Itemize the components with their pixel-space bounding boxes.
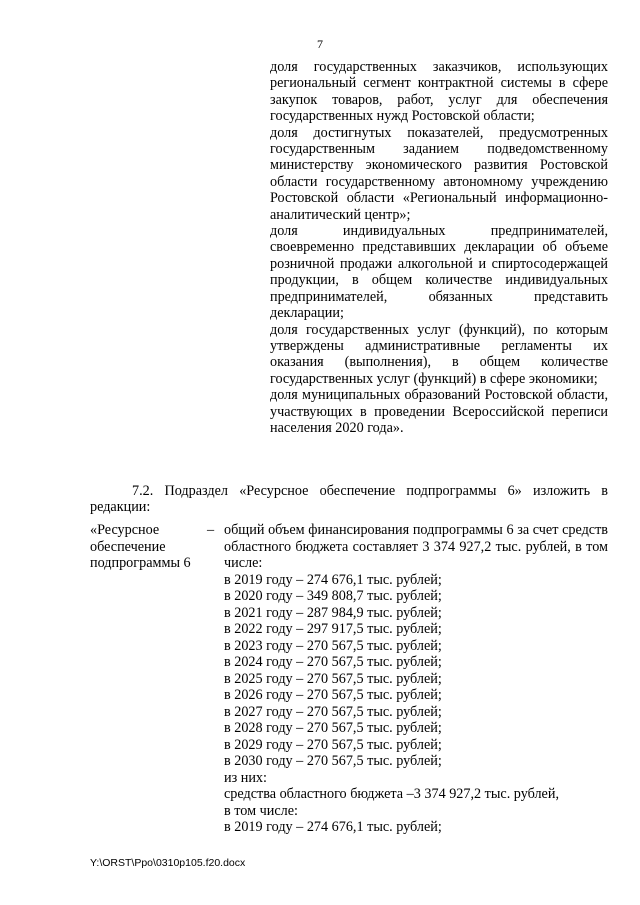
indicator-item: доля индивидуальных предпринимателей, своевременно представивших декларации об объеме розничной продажи алкогольной и спиртосодержащей продукции, в общем количестве индивидуальных предпринимателей, обязанных представить декларации; xyxy=(270,223,608,322)
year-line: в 2020 году – 349 808,7 тыс. рублей; xyxy=(224,588,442,604)
resource-dash: – xyxy=(207,522,215,538)
year-line: в 2028 году – 270 567,5 тыс. рублей; xyxy=(224,720,442,736)
indicator-item: доля государственных заказчиков, использующих региональный сегмент контрактной системы в сфере закупок товаров, работ, услуг для обеспечения государственных нужд Ростовской области; xyxy=(270,59,608,125)
including-label: в том числе: xyxy=(224,802,298,819)
year-line: в 2022 году – 297 917,5 тыс. рублей; xyxy=(224,621,442,637)
year-line: в 2019 году – 274 676,1 тыс. рублей; xyxy=(224,819,442,835)
resource-label: «Ресурсное обеспечение подпрограммы 6 xyxy=(90,522,191,571)
year-line: в 2019 году – 274 676,1 тыс. рублей; xyxy=(224,571,442,588)
indicator-item: доля достигнутых показателей, предусмотренных государственным заданием подведомственному министерству экономического развития Ростовской области государственному автономному учреждению Ростовской области «Региональный информационно-аналитический центр»; xyxy=(270,124,608,223)
indicator-item: доля государственных услуг (функций), по которым утверждены административные регламенты их оказания (выполнения), в общем количестве государственных услуг (функций) в сфере экономики; xyxy=(270,321,608,387)
resource-details xyxy=(224,522,608,836)
year-line: в 2023 году – 270 567,5 тыс. рублей; xyxy=(224,637,442,654)
year-line: в 2024 году – 270 567,5 тыс. рублей; xyxy=(224,654,442,670)
resource-intro: общий объем финансирования подпрограммы 6 за счет средств областного бюджета составляет 3 374 927,2 тыс. рублей, в том числе: xyxy=(224,522,608,571)
regional-budget-line: средства областного бюджета –3 374 927,2 тыс. рублей, xyxy=(224,786,559,802)
year-line: в 2030 году – 270 567,5 тыс. рублей; xyxy=(224,753,442,769)
of-them-label: из них: xyxy=(224,769,267,786)
section-7-2-paragraph: 7.2. Подраздел «Ресурсное обеспечение подпрограммы 6» изложить в редакции: xyxy=(90,483,608,516)
indicator-item: доля муниципальных образований Ростовской области, участвующих в проведении Всероссийской переписи населения 2020 года». xyxy=(270,387,608,436)
file-path-footer: Y:\ORST\Ppo\0310p105.f20.docx xyxy=(90,857,246,869)
indicator-list xyxy=(270,59,608,436)
year-line: в 2027 году – 270 567,5 тыс. рублей; xyxy=(224,703,442,720)
year-line: в 2029 году – 270 567,5 тыс. рублей; xyxy=(224,736,442,753)
year-line: в 2026 году – 270 567,5 тыс. рублей; xyxy=(224,687,442,703)
page-number: 7 xyxy=(317,37,323,51)
year-line: в 2025 году – 270 567,5 тыс. рублей; xyxy=(224,670,442,687)
year-line: в 2021 году – 287 984,9 тыс. рублей; xyxy=(224,604,442,621)
